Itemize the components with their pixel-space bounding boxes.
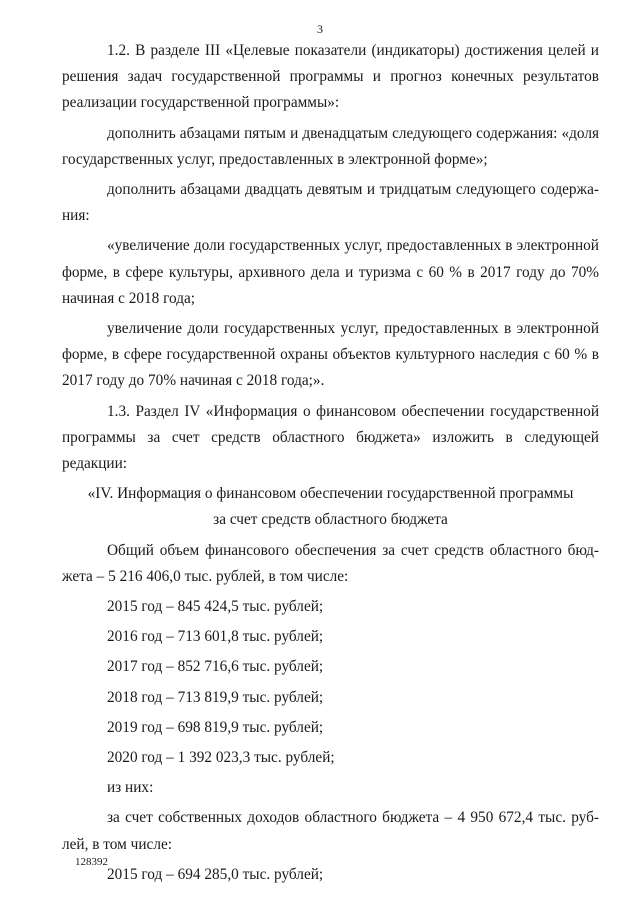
funding-year-2015: 2015 год – 845 424,5 тыс. рублей; (107, 598, 324, 616)
funding-year-2018: 2018 год – 713 819,9 тыс. рублей; (107, 688, 324, 706)
paragraph-total-funding: Общий объем финансового обеспечения за счет средств областного бюд-жета – 5 216 406,0 тыс. рублей, в том числе: (62, 541, 599, 585)
paragraph-heritage-services: увеличение доли государственных услуг, предоставленных в электронной форме, в сфере государственной охраны объектов культурного наследия с 60 % в 2017 году до 70% начиная с 2018 года;». (62, 320, 599, 390)
funding-year-2016: 2016 год – 713 601,8 тыс. рублей; (107, 628, 324, 646)
section-heading-line-1: «IV. Информация о финансовом обеспечении государственной программы (87, 485, 574, 503)
page-number: 3 (317, 22, 323, 36)
document-code: 128392 (75, 856, 108, 868)
section-heading-line-2: за счет средств областного бюджета (213, 511, 448, 529)
paragraph-add-abz-29-30: дополнить абзацами двадцать девятым и тридцатым следующего содержа-ния: (62, 181, 599, 225)
paragraph-culture-services: «увеличение доли государственных услуг, предоставленных в электронной форме, в сфере культуры, архивного дела и туризма с 60 % в 2017 году до 70% начиная с 2018 года; (62, 237, 599, 307)
own-revenue-year-2015: 2015 год – 694 285,0 тыс. рублей; (107, 865, 324, 883)
funding-year-2019: 2019 год – 698 819,9 тыс. рублей; (107, 718, 324, 736)
paragraph-of-them: из них: (107, 779, 154, 797)
funding-year-2020: 2020 год – 1 392 023,3 тыс. рублей; (107, 749, 335, 767)
paragraph-1-3: 1.3. Раздел IV «Информация о финансовом обеспечении государственной программы за счет средств областного бюджета» изложить в следующей редакции: (62, 402, 599, 473)
paragraph-1-2: 1.2. В разделе III «Целевые показатели (индикаторы) достижения целей и решения задач государственной программы и прогноз конечных результатов реализации государственной программы»: (62, 42, 599, 112)
paragraph-add-abz-5-12: дополнить абзацами пятым и двенадцатым следующего содержания: «доля государственных услуг, предоставленных в электронной форме»; (62, 124, 599, 168)
document-body (62, 38, 599, 888)
paragraph-own-revenue: за счет собственных доходов областного бюджета – 4 950 672,4 тыс. руб-лей, в том числе: (62, 809, 599, 853)
funding-year-2017: 2017 год – 852 716,6 тыс. рублей; (107, 658, 324, 676)
